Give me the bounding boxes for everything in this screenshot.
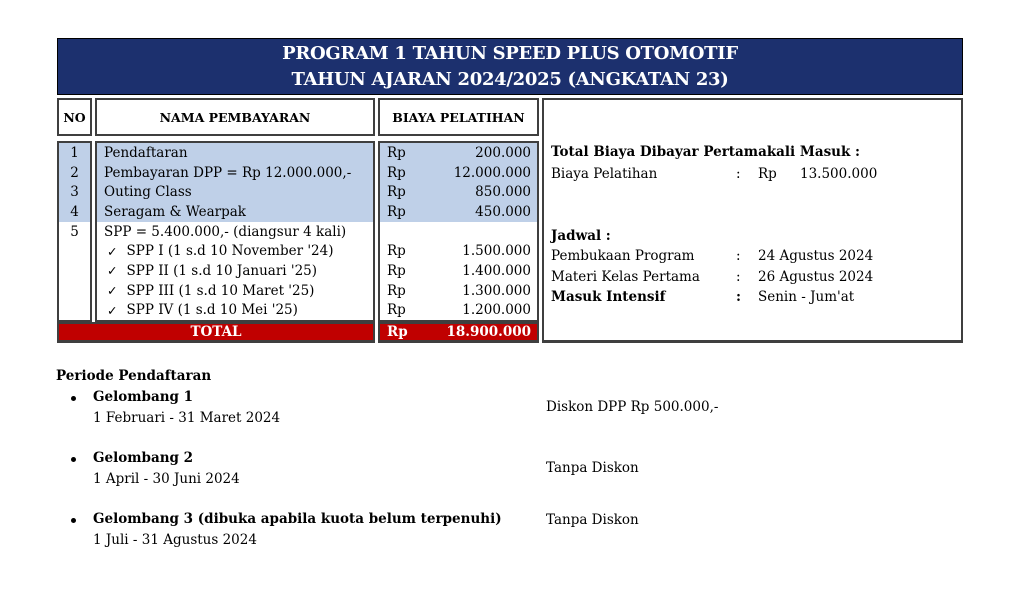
amount-value: 850.000 [475, 184, 531, 201]
schedule-label: Masuk Intensif [551, 289, 666, 305]
period-range: 1 April - 30 Juni 2024 [93, 471, 240, 487]
payment-name: Pembayaran DPP = Rp 12.000.000,- [97, 163, 373, 183]
col-header-cost: BIAYA PELATIHAN [378, 98, 539, 136]
schedule-value: Senin - Jum'at [758, 289, 855, 305]
period-discount: Tanpa Diskon [546, 460, 639, 476]
bullet-icon [71, 457, 76, 462]
payment-cost [380, 163, 537, 183]
colon: : [736, 248, 741, 264]
currency-label: Rp [387, 203, 406, 220]
amount-value: 1.500.000 [462, 243, 531, 260]
payment-cost-empty [380, 222, 537, 242]
total-amount-value: 18.900.000 [446, 324, 531, 340]
currency-label: Rp [387, 282, 406, 299]
schedule-row [551, 246, 957, 266]
row-no-empty [59, 300, 90, 320]
payment-cost [380, 202, 537, 222]
period-range: 1 Juli - 31 Agustus 2024 [93, 532, 257, 548]
currency-label: Rp [387, 184, 406, 201]
spp-item [97, 261, 373, 281]
payment-name: Seragam & Wearpak [97, 202, 373, 222]
first-payment-row [551, 164, 957, 184]
amount-value: 1.200.000 [462, 302, 531, 319]
spp-item-label: SPP II (1 s.d 10 Januari '25) [126, 262, 318, 279]
first-payment-amount: 13.500.000 [800, 166, 878, 182]
total-amount [378, 322, 539, 343]
check-icon: ✓ [107, 263, 118, 279]
table-column-name [95, 141, 375, 322]
currency-label: Rp [387, 302, 406, 319]
payment-cost [380, 261, 537, 281]
payment-cost [380, 182, 537, 202]
row-no-empty [59, 241, 90, 261]
payment-name: Outing Class [97, 182, 373, 202]
colon: : [736, 289, 741, 305]
currency-label: Rp [387, 243, 406, 260]
amount-value: 1.300.000 [462, 282, 531, 299]
currency-label: Rp [387, 164, 406, 181]
schedule-label: Materi Kelas Pertama [551, 269, 700, 285]
schedule-value: 24 Agustus 2024 [758, 248, 874, 264]
row-no-empty [59, 281, 90, 301]
title-banner [57, 38, 963, 95]
colon: : [736, 269, 741, 285]
spp-item-label: SPP I (1 s.d 10 November '24) [126, 243, 334, 260]
period-name: Gelombang 3 (dibuka apabila kuota belum terpenuhi) [93, 511, 502, 527]
period-name: Gelombang 1 [93, 389, 194, 405]
payment-cost [380, 241, 537, 261]
summary-panel [542, 98, 963, 343]
bullet-icon [71, 518, 76, 523]
payment-name: Pendaftaran [97, 143, 373, 163]
amount-value: 1.400.000 [462, 262, 531, 279]
title-line-1: PROGRAM 1 TAHUN SPEED PLUS OTOMOTIF [282, 42, 738, 64]
bullet-icon [71, 396, 76, 401]
currency-label: Rp [387, 262, 406, 279]
schedule-row [551, 287, 957, 307]
currency-label: Rp [758, 166, 777, 182]
amount-value: 12.000.000 [453, 164, 531, 181]
first-payment-title: Total Biaya Dibayar Pertamakali Masuk : [551, 144, 861, 160]
table-column-cost [378, 141, 539, 322]
spp-item [97, 281, 373, 301]
payment-cost [380, 281, 537, 301]
row-no: 5 [70, 223, 79, 240]
title-line-2: TAHUN AJARAN 2024/2025 (ANGKATAN 23) [291, 68, 729, 90]
schedule-value: 26 Agustus 2024 [758, 269, 874, 285]
total-label: TOTAL [57, 322, 375, 343]
spp-item-label: SPP IV (1 s.d 10 Mei '25) [126, 302, 298, 319]
row-no: 1 [59, 143, 90, 163]
schedule-title: Jadwal : [551, 228, 611, 244]
spp-title: SPP = 5.400.000,- (diangsur 4 kali) [104, 223, 347, 240]
period-discount: Diskon DPP Rp 500.000,- [546, 399, 719, 415]
row-no: 4 [59, 202, 90, 222]
col-header-name: NAMA PEMBAYARAN [95, 98, 375, 136]
col-header-no: NO [57, 98, 92, 136]
schedule-label: Pembukaan Program [551, 248, 695, 264]
check-icon: ✓ [107, 243, 118, 259]
check-icon: ✓ [107, 302, 118, 318]
table-column-no [57, 141, 92, 322]
period-range: 1 Februari - 31 Maret 2024 [93, 410, 281, 426]
spp-item-label: SPP III (1 s.d 10 Maret '25) [126, 282, 315, 299]
period-discount: Tanpa Diskon [546, 512, 639, 528]
period-name: Gelombang 2 [93, 450, 194, 466]
spp-item [97, 300, 373, 320]
row-no: 3 [59, 182, 90, 202]
currency-label: Rp [387, 324, 408, 340]
spp-item [97, 241, 373, 261]
currency-label: Rp [387, 144, 406, 161]
colon: : [736, 166, 741, 182]
amount-value: 450.000 [475, 203, 531, 220]
payment-cost [380, 300, 537, 320]
check-icon: ✓ [107, 283, 118, 299]
amount-value: 200.000 [475, 144, 531, 161]
schedule-row [551, 267, 957, 287]
periods-title: Periode Pendaftaran [56, 368, 212, 384]
row-no: 2 [59, 163, 90, 183]
payment-cost [380, 143, 537, 163]
first-payment-label: Biaya Pelatihan [551, 166, 658, 182]
row-no-empty [59, 261, 90, 281]
